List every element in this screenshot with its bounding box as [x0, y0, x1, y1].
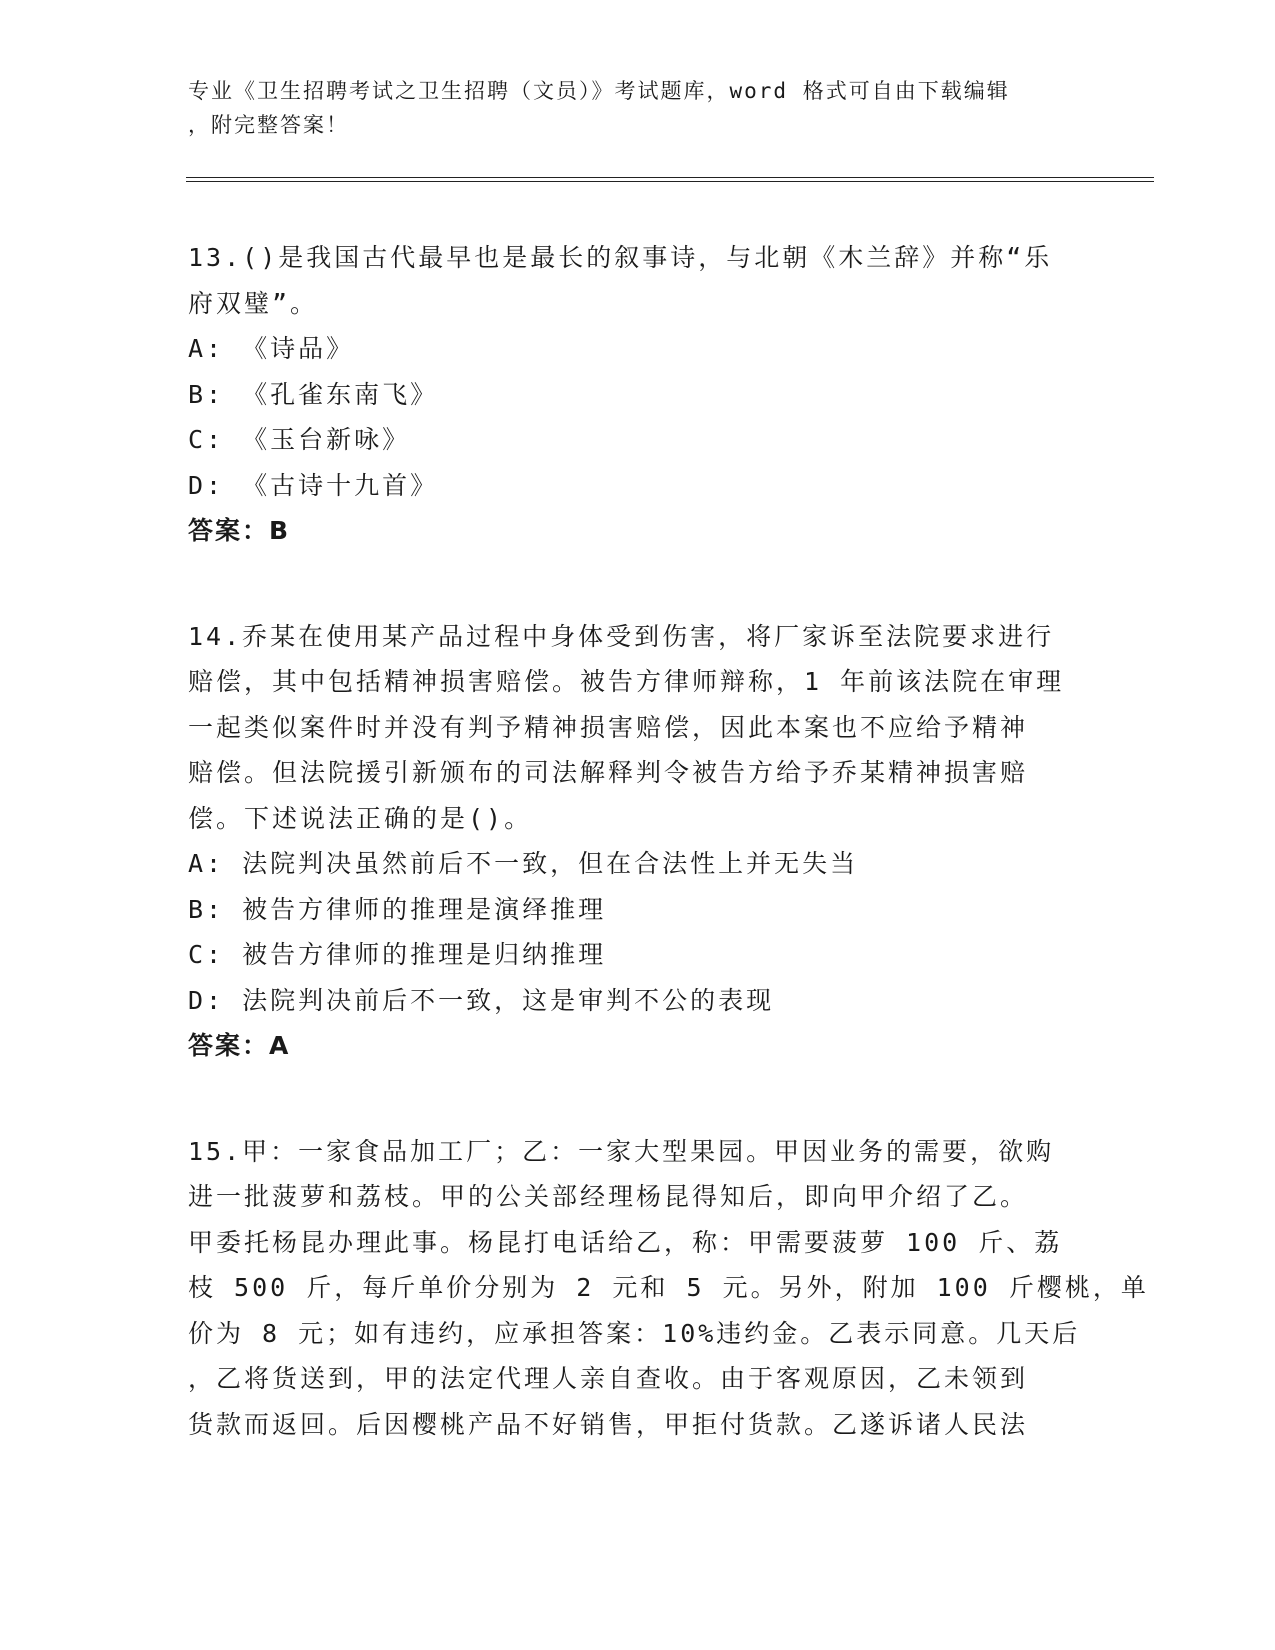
question-text: 赔偿，其中包括精神损害赔偿。被告方律师辩称，1 年前该法院在审理: [188, 667, 1065, 696]
question-13: [188, 235, 1088, 554]
option-d: D: 《古诗十九首》: [188, 470, 439, 500]
question-text: 枝 500 斤，每斤单价分别为 2 元和 5 元。另外，附加 100 斤樱桃，单: [188, 1273, 1149, 1302]
header-line-2: ，附完整答案！: [188, 113, 349, 137]
question-text: 15.甲：一家食品加工厂；乙：一家大型果园。甲因业务的需要，欲购: [188, 1136, 1055, 1166]
question-text: 货款而返回。后因樱桃产品不好销售，甲拒付货款。乙遂诉诸人民法: [188, 1409, 1029, 1439]
question-text: 府双璧”。: [188, 288, 319, 318]
option-b: B: 被告方律师的推理是演绎推理: [188, 894, 607, 924]
header-divider-bottom: [186, 181, 1154, 182]
question-text: 赔偿。但法院援引新颁布的司法解释判令被告方给予乔某精神损害赔: [188, 758, 1029, 787]
question-text: 进一批菠萝和荔枝。甲的公关部经理杨昆得知后，即向甲介绍了乙。: [188, 1182, 1029, 1211]
question-text: 甲委托杨昆办理此事。杨昆打电话给乙，称：甲需要菠萝 100 斤、荔: [188, 1227, 1063, 1257]
question-text: 14.乔某在使用某产品过程中身体受到伤害，将厂家诉至法院要求进行: [188, 621, 1055, 651]
question-list: [188, 235, 1149, 1507]
option-c: C: 被告方律师的推理是归纳推理: [188, 940, 607, 969]
question-text: ，乙将货送到，甲的法定代理人亲自查收。由于客观原因，乙未领到: [188, 1364, 1029, 1393]
document-header: [188, 74, 1068, 142]
question-text: 偿。下述说法正确的是()。: [188, 803, 533, 833]
question-text: 13.()是我国古代最早也是最长的叙事诗，与北朝《木兰辞》并称“乐: [188, 243, 1053, 272]
question-15: [188, 1129, 1149, 1448]
option-b: B: 《孔雀东南飞》: [188, 379, 439, 409]
option-a: A: 《诗品》: [188, 334, 355, 363]
question-text: 价为 8 元；如有违约，应承担答案：10%违约金。乙表示同意。几天后: [188, 1318, 1081, 1348]
option-c: C: 《玉台新咏》: [188, 425, 411, 454]
answer: 答案：A: [188, 1031, 291, 1060]
header-divider-top: [186, 177, 1154, 178]
header-line-1: 专业《卫生招聘考试之卫生招聘（文员）》考试题库，word 格式可自由下载编辑: [188, 79, 1010, 103]
option-a: A: 法院判决虽然前后不一致，但在合法性上并无失当: [188, 849, 859, 878]
question-14: [188, 614, 1088, 1069]
question-text: 一起类似案件时并没有判予精神损害赔偿，因此本案也不应给予精神: [188, 712, 1029, 742]
answer: 答案：B: [188, 516, 291, 545]
option-d: D: 法院判决前后不一致，这是审判不公的表现: [188, 985, 775, 1015]
